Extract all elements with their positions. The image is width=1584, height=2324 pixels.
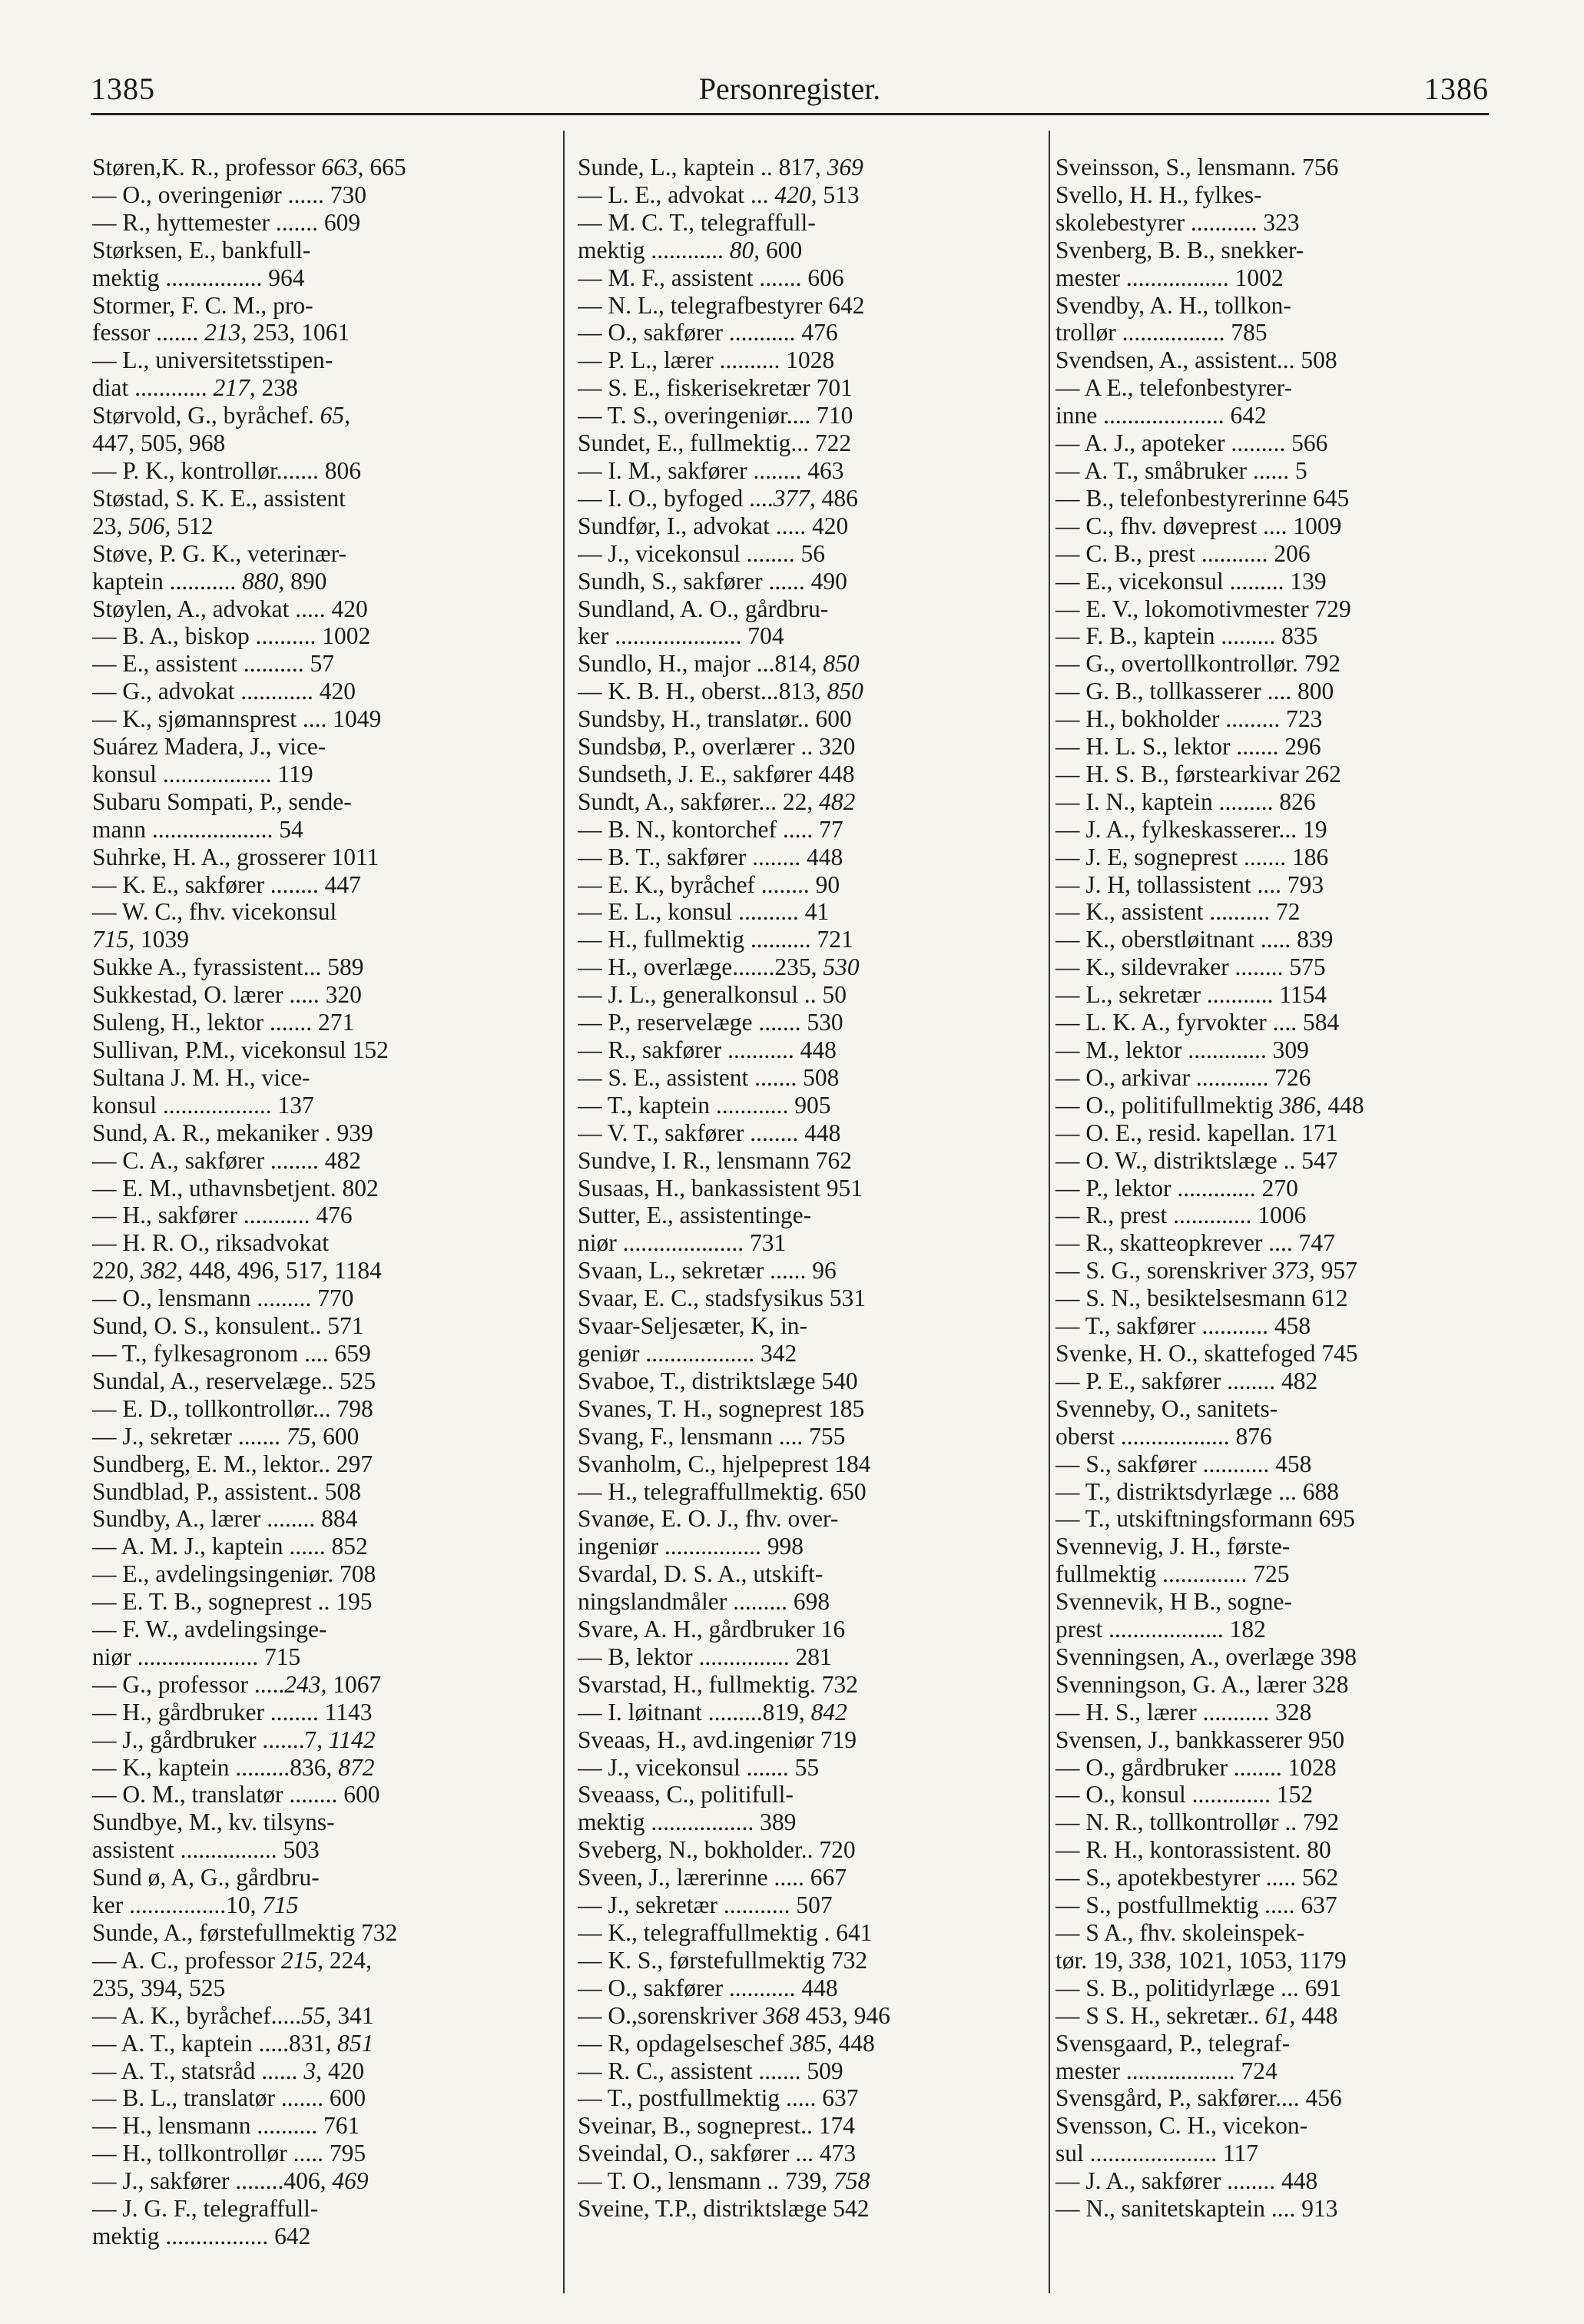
register-entry: Sveaas, H., avd.ingeniør 719 <box>578 1726 857 1753</box>
register-entry: Støve, P. G. K., veterinær- <box>92 539 346 567</box>
register-entry: — G., professor .....243, 1067 <box>92 1670 382 1698</box>
register-entry: — O., politifullmektig 386, 448 <box>1055 1091 1364 1119</box>
register-entry: 220, 382, 448, 496, 517, 1184 <box>92 1257 382 1285</box>
register-entry: Svensson, C. H., vicekon- <box>1055 2112 1308 2140</box>
register-entry: Svanes, T. H., sogneprest 185 <box>578 1394 865 1422</box>
register-entry: — R., sakfører ........... 448 <box>578 1036 837 1063</box>
register-entry: — O., overingeniør ...... 730 <box>92 181 366 208</box>
register-entry: — E. V., lokomotivmester 729 <box>1055 595 1351 622</box>
register-entry: Sundblad, P., assistent.. 508 <box>92 1477 362 1505</box>
register-entry: — J. A., sakfører ........ 448 <box>1055 2167 1318 2195</box>
register-entry: — A. K., byråchef.....55, 341 <box>92 2001 374 2029</box>
register-entry: — I. løitnant .........819, 842 <box>578 1698 847 1726</box>
register-entry: Sveinsson, S., lensmann. 756 <box>1055 154 1339 181</box>
register-entry: — T., sakfører ........... 458 <box>1055 1312 1311 1340</box>
register-entry: — E. K., byråchef ........ 90 <box>578 870 840 898</box>
register-entry: Sundt, A., sakfører... 22, 482 <box>578 787 856 815</box>
register-entry: — G., overtollkontrollør. 792 <box>1055 650 1340 678</box>
register-entry: Svare, A. H., gårdbruker 16 <box>578 1616 846 1643</box>
register-entry: — B, lektor ............... 281 <box>578 1643 832 1670</box>
register-entry: Svaar, E. C., stadsfysikus 531 <box>578 1285 866 1312</box>
register-entry: 235, 394, 525 <box>92 1974 226 2001</box>
register-entry: oberst .................. 876 <box>1055 1422 1272 1450</box>
register-entry: Sundsby, H., translatør.. 600 <box>578 705 852 733</box>
register-entry: — L., sekretær ........... 1154 <box>1055 981 1327 1009</box>
register-entry: — B. A., biskop .......... 1002 <box>92 622 371 650</box>
register-entry: Svensen, J., bankkasserer 950 <box>1055 1726 1345 1753</box>
register-entry: — O., sakfører ........... 476 <box>578 319 838 346</box>
register-column-3 <box>1055 154 1501 2223</box>
column-divider-left <box>563 131 565 2293</box>
register-entry: — K., sildevraker ........ 575 <box>1055 953 1326 981</box>
register-entry: — S., sakfører ........... 458 <box>1055 1450 1312 1477</box>
register-entry: — H., gårdbruker ........ 1143 <box>92 1698 373 1726</box>
register-entry: 23, 506, 512 <box>92 512 214 539</box>
register-entry: — E. T. B., sogneprest .. 195 <box>92 1588 373 1616</box>
register-entry: — S., postfullmektig ..... 637 <box>1055 1891 1337 1919</box>
register-entry: — G., advokat ............ 420 <box>92 678 356 705</box>
register-entry: — N. R., tollkontrollør .. 792 <box>1055 1808 1340 1836</box>
register-entry: — O. M., translatør ........ 600 <box>92 1781 380 1808</box>
register-entry: — J. G. F., telegraffull- <box>92 2195 319 2223</box>
register-entry: — S A., fhv. skoleinspek- <box>1055 1919 1305 1946</box>
register-entry: — H., sakfører ........... 476 <box>92 1202 353 1229</box>
register-entry: — K., telegraffullmektig . 641 <box>578 1919 873 1946</box>
register-entry: — T. O., lensmann .. 739, 758 <box>578 2167 870 2195</box>
register-entry: Svensgård, P., sakfører.... 456 <box>1055 2084 1342 2112</box>
register-entry: Støstad, S. K. E., assistent <box>92 484 346 512</box>
register-entry: — C., fhv. døveprest .... 1009 <box>1055 512 1342 539</box>
register-entry: Suhrke, H. A., grosserer 1011 <box>92 843 379 870</box>
register-entry: mektig ................ 964 <box>92 264 305 291</box>
register-entry: diat ............ 217, 238 <box>92 374 298 402</box>
register-entry: Svendsen, A., assistent... 508 <box>1055 346 1337 374</box>
register-entry: — K., kaptein .........836, 872 <box>92 1753 375 1781</box>
register-entry: konsul .................. 119 <box>92 760 313 787</box>
register-entry: Sveberg, N., bokholder.. 720 <box>578 1836 856 1864</box>
register-entry: Svenberg, B. B., snekker- <box>1055 236 1304 264</box>
register-entry: — K. B. H., oberst...813, 850 <box>578 678 863 705</box>
register-entry: Sundberg, E. M., lektor.. 297 <box>92 1450 373 1477</box>
register-entry: — B. T., sakfører ........ 448 <box>578 843 843 870</box>
register-entry: Subaru Sompati, P., sende- <box>92 787 352 815</box>
register-entry: Svarstad, H., fullmektig. 732 <box>578 1670 858 1698</box>
register-entry: — T. S., overingeniør.... 710 <box>578 402 853 429</box>
register-entry: 447, 505, 968 <box>92 429 226 457</box>
register-entry: — P., lektor ............. 270 <box>1055 1174 1298 1202</box>
register-entry: Svardal, D. S. A., utskift- <box>578 1560 823 1588</box>
register-entry: Støren,K. R., professor 663, 665 <box>92 154 406 181</box>
register-entry: — R., skatteopkrever .... 747 <box>1055 1229 1335 1257</box>
register-entry: trollør ................. 785 <box>1055 319 1268 346</box>
register-entry: Sundet, E., fullmektig... 722 <box>578 429 852 457</box>
register-entry: Svensgaard, P., telegraf- <box>1055 2029 1291 2057</box>
register-entry: — L. E., advokat ... 420, 513 <box>578 181 860 208</box>
register-entry: — B. N., kontorchef ..... 77 <box>578 815 843 843</box>
register-entry: Sutter, E., assistentinge- <box>578 1202 812 1229</box>
register-entry: — R., prest ............. 1006 <box>1055 1202 1307 1229</box>
register-entry: — P. L., lærer .......... 1028 <box>578 346 835 374</box>
register-entry: — J., vicekonsul ....... 55 <box>578 1753 820 1781</box>
register-entry: — O. E., resid. kapellan. 171 <box>1055 1119 1338 1146</box>
register-entry: — N., sanitetskaptein .... 913 <box>1055 2195 1338 2223</box>
register-entry: fullmektig .............. 725 <box>1055 1560 1290 1588</box>
register-entry: 715, 1039 <box>92 926 189 953</box>
register-entry: Sveen, J., lærerinne ..... 667 <box>578 1864 847 1891</box>
register-entry: Sundh, S., sakfører ...... 490 <box>578 567 847 595</box>
register-entry: Sundland, A. O., gårdbru- <box>578 595 829 622</box>
register-entry: Sveindal, O., sakfører ... 473 <box>578 2140 857 2167</box>
page-title: Personregister. <box>698 71 881 106</box>
register-entry: Størvold, G., byråchef. 65, <box>92 402 350 429</box>
register-entry: — O., arkivar ............ 726 <box>1055 1063 1311 1091</box>
register-entry: — S S. H., sekretær.. 61, 448 <box>1055 2001 1338 2029</box>
register-entry: Størksen, E., bankfull- <box>92 236 311 264</box>
register-entry: assistent ................ 503 <box>92 1836 320 1864</box>
register-entry: Støylen, A., advokat ..... 420 <box>92 595 368 622</box>
register-entry: — O., lensmann ......... 770 <box>92 1285 354 1312</box>
register-entry: inne .................... 642 <box>1055 402 1267 429</box>
register-entry: — A. T., småbruker ...... 5 <box>1055 456 1307 484</box>
register-entry: — E. M., uthavnsbetjent. 802 <box>92 1174 379 1202</box>
register-entry: tør. 19, 338, 1021, 1053, 1179 <box>1055 1946 1347 1974</box>
register-entry: — H., overlæge.......235, 530 <box>578 953 860 981</box>
register-entry: sul ..................... 117 <box>1055 2140 1258 2167</box>
register-column-1 <box>92 154 538 2250</box>
register-entry: — O., sakfører ........... 448 <box>578 1974 838 2001</box>
register-entry: — F. B., kaptein ......... 835 <box>1055 622 1318 650</box>
register-entry: — E., avdelingsingeniør. 708 <box>92 1560 376 1588</box>
register-entry: — T., utskiftningsformann 695 <box>1055 1505 1355 1533</box>
register-entry: — C. A., sakfører ........ 482 <box>92 1146 361 1174</box>
register-entry: — T., kaptein ............ 905 <box>578 1091 831 1119</box>
register-entry: — S., apotekbestyrer ..... 562 <box>1055 1864 1339 1891</box>
register-entry: Suleng, H., lektor ....... 271 <box>92 1009 355 1036</box>
register-entry: Sunde, L., kaptein .. 817, 369 <box>578 154 863 181</box>
register-entry: Svaboe, T., distriktslæge 540 <box>578 1367 858 1394</box>
register-entry: Sveaass, C., politifull- <box>578 1781 794 1808</box>
register-entry: — E., vicekonsul ......... 139 <box>1055 567 1327 595</box>
register-entry: — A. C., professor 215, 224, <box>92 1946 372 1974</box>
register-entry: — A. M. J., kaptein ...... 852 <box>92 1533 368 1560</box>
register-entry: — I. O., byfoged ....377, 486 <box>578 484 858 512</box>
register-entry: ker ..................... 704 <box>578 622 784 650</box>
register-entry: — P. K., kontrollør....... 806 <box>92 456 362 484</box>
register-entry: — J., gårdbruker .......7, 1142 <box>92 1726 376 1753</box>
register-entry: — M. C. T., telegraffull- <box>578 208 816 236</box>
register-entry: fessor ....... 213, 253, 1061 <box>92 319 350 346</box>
register-entry: — M., lektor ............. 309 <box>1055 1036 1309 1063</box>
register-entry: niør .................... 731 <box>578 1229 787 1257</box>
page-header <box>91 55 1489 109</box>
page-number-right: 1386 <box>1424 71 1489 106</box>
register-entry: — K., sjømannsprest .... 1049 <box>92 705 382 733</box>
register-entry: — H., lensmann .......... 761 <box>92 2112 360 2140</box>
register-entry: — O. W., distriktslæge .. 547 <box>1055 1146 1338 1174</box>
register-entry: Stormer, F. C. M., pro- <box>92 291 313 319</box>
register-entry: Svennevik, H B., sogne- <box>1055 1588 1292 1616</box>
register-entry: prest ................... 182 <box>1055 1616 1266 1643</box>
register-entry: — S. G., sorenskriver 373, 957 <box>1055 1257 1357 1285</box>
register-entry: — E., assistent .......... 57 <box>92 650 334 678</box>
register-entry: Sullivan, P.M., vicekonsul 152 <box>92 1036 389 1063</box>
register-entry: — O., konsul ............. 152 <box>1055 1781 1314 1808</box>
register-entry: Svenneby, O., sanitets- <box>1055 1394 1278 1422</box>
register-entry: Susaas, H., bankassistent 951 <box>578 1174 863 1202</box>
register-entry: Sultana J. M. H., vice- <box>92 1063 310 1091</box>
register-entry: — R. H., kontorassistent. 80 <box>1055 1836 1331 1864</box>
register-entry: — A E., telefonbestyrer- <box>1055 374 1293 402</box>
register-entry: skolebestyrer ........... 323 <box>1055 208 1300 236</box>
register-entry: Svenningson, G. A., lærer 328 <box>1055 1670 1349 1698</box>
register-column-2 <box>578 154 1023 2223</box>
register-entry: kaptein ........... 880, 890 <box>92 567 327 595</box>
register-entry: — S. B., politidyrlæge ... 691 <box>1055 1974 1341 2001</box>
register-entry: Sundsbø, P., overlærer .. 320 <box>578 733 856 761</box>
register-entry: — H., telegraffullmektig. 650 <box>578 1477 867 1505</box>
register-entry: Sundlo, H., major ...814, 850 <box>578 650 860 678</box>
register-entry: ingeniør ................ 998 <box>578 1533 804 1560</box>
register-entry: Sundby, A., lærer ........ 884 <box>92 1505 358 1533</box>
register-entry: mester .................. 724 <box>1055 2057 1277 2084</box>
register-entry: — J. A., fylkeskasserer... 19 <box>1055 815 1327 843</box>
register-entry: Svaan, L., sekretær ...... 96 <box>578 1257 837 1285</box>
register-entry: Suárez Madera, J., vice- <box>92 733 326 761</box>
register-entry: mektig ............ 80, 600 <box>578 236 803 264</box>
register-entry: — E. D., tollkontrollør... 798 <box>92 1394 373 1422</box>
register-entry: — J., sakfører ........406, 469 <box>92 2167 369 2195</box>
register-entry: — R., hyttemester ....... 609 <box>92 208 361 236</box>
register-entry: Svang, F., lensmann .... 755 <box>578 1422 846 1450</box>
register-entry: — J. E, sogneprest ....... 186 <box>1055 843 1329 870</box>
register-entry: — A. J., apoteker ......... 566 <box>1055 429 1328 457</box>
register-entry: — K., assistent .......... 72 <box>1055 898 1301 926</box>
register-entry: — A. T., statsråd ...... 3, 420 <box>92 2057 365 2084</box>
register-entry: mann .................... 54 <box>92 815 303 843</box>
register-entry: — A. T., kaptein .....831, 851 <box>92 2029 374 2057</box>
register-entry: — T., fylkesagronom .... 659 <box>92 1339 371 1367</box>
register-entry: — L., universitetsstipen- <box>92 346 333 374</box>
register-entry: — T., postfullmektig ..... 637 <box>578 2084 859 2112</box>
column-divider-right <box>1049 131 1050 2293</box>
register-entry: — B., telefonbestyrerinne 645 <box>1055 484 1350 512</box>
register-entry: — S. E., fiskerisekretær 701 <box>578 374 853 402</box>
register-entry: — V. T., sakfører ........ 448 <box>578 1119 841 1146</box>
register-entry: — E. L., konsul .......... 41 <box>578 898 830 926</box>
register-entry: — O., gårdbruker ........ 1028 <box>1055 1753 1337 1781</box>
register-entry: — H., fullmektig .......... 721 <box>578 926 853 953</box>
register-entry: mektig ................. 389 <box>578 1808 797 1836</box>
register-entry: Svanøe, E. O. J., fhv. over- <box>578 1505 839 1533</box>
register-entry: Sund, A. R., mekaniker . 939 <box>92 1119 373 1146</box>
register-entry: — F. W., avdelingsinge- <box>92 1616 327 1643</box>
register-entry: Svenke, H. O., skattefoged 745 <box>1055 1339 1358 1367</box>
register-entry: — H. R. O., riksadvokat <box>92 1229 329 1257</box>
register-entry: — O.,sorenskriver 368 453, 946 <box>578 2001 890 2029</box>
register-entry: Svaar-Seljesæter, K, in- <box>578 1312 808 1340</box>
register-entry: — L. K. A., fyrvokter .... 584 <box>1055 1009 1340 1036</box>
register-entry: Sveine, T.P., distriktslæge 542 <box>578 2195 870 2223</box>
register-entry: Svello, H. H., fylkes- <box>1055 181 1262 208</box>
register-entry: mektig ................. 642 <box>92 2222 311 2249</box>
register-entry: Sundbye, M., kv. tilsyns- <box>92 1808 335 1836</box>
register-entry: — R. C., assistent ....... 509 <box>578 2057 843 2084</box>
register-entry: Svenningsen, A., overlæge 398 <box>1055 1643 1357 1670</box>
register-entry: geniør .................. 342 <box>578 1339 797 1367</box>
register-entry: — K. S., førstefullmektig 732 <box>578 1946 868 1974</box>
register-entry: — N. L., telegrafbestyrer 642 <box>578 291 865 319</box>
register-entry: Sundseth, J. E., sakfører 448 <box>578 760 855 787</box>
register-entry: mester ................. 1002 <box>1055 264 1284 291</box>
register-entry: — M. F., assistent ....... 606 <box>578 264 844 291</box>
header-rule <box>91 113 1489 115</box>
register-entry: — H. L. S., lektor ....... 296 <box>1055 733 1321 761</box>
page-number-left: 1385 <box>91 71 155 106</box>
register-entry: — W. C., fhv. vicekonsul <box>92 898 337 926</box>
register-entry: — H. S., lærer ........... 328 <box>1055 1698 1312 1726</box>
register-entry: Sukke A., fyrassistent... 589 <box>92 953 364 981</box>
register-entry: Svendby, A. H., tollkon- <box>1055 291 1291 319</box>
register-entry: — H., bokholder ......... 723 <box>1055 705 1323 733</box>
register-entry: Sund ø, A, G., gårdbru- <box>92 1864 320 1891</box>
register-entry: — C. B., prest ........... 206 <box>1055 539 1311 567</box>
register-entry: — K. E., sakfører ........ 447 <box>92 870 361 898</box>
register-entry: — J. L., generalkonsul .. 50 <box>578 981 847 1009</box>
register-entry: — J., sekretær ........... 507 <box>578 1891 833 1919</box>
register-entry: — S. N., besiktelsesmann 612 <box>1055 1285 1348 1312</box>
register-entry: Sukkestad, O. lærer ..... 320 <box>92 981 362 1009</box>
register-entry: Sund, O. S., konsulent.. 571 <box>92 1312 364 1340</box>
register-entry: — P., reservelæge ....... 530 <box>578 1009 843 1036</box>
register-entry: — I. N., kaptein ......... 826 <box>1055 787 1316 815</box>
register-entry: — H. S. B., førstearkivar 262 <box>1055 760 1341 787</box>
register-entry: — B. L., translatør ....... 600 <box>92 2084 366 2112</box>
register-entry: Sundal, A., reservelæge.. 525 <box>92 1367 376 1394</box>
register-entry: ningslandmåler ......... 698 <box>578 1588 830 1616</box>
register-entry: — S. E., assistent ....... 508 <box>578 1063 840 1091</box>
register-entry: Svanholm, C., hjelpeprest 184 <box>578 1450 871 1477</box>
register-entry: — J., sekretær ....... 75, 600 <box>92 1422 360 1450</box>
register-entry: — H., tollkontrollør ..... 795 <box>92 2140 366 2167</box>
register-entry: — J., vicekonsul ........ 56 <box>578 539 825 567</box>
register-entry: — T., distriktsdyrlæge ... 688 <box>1055 1477 1339 1505</box>
register-entry: — J. H, tollassistent .... 793 <box>1055 870 1324 898</box>
register-entry: ker ................10, 715 <box>92 1891 299 1919</box>
register-entry: — K., oberstløitnant ..... 839 <box>1055 926 1334 953</box>
register-entry: — G. B., tollkasserer .... 800 <box>1055 678 1334 705</box>
register-entry: Sundfør, I., advokat ..... 420 <box>578 512 849 539</box>
register-entry: — I. M., sakfører ........ 463 <box>578 456 844 484</box>
register-entry: niør .................... 715 <box>92 1643 301 1670</box>
register-entry: — R, opdagelseschef 385, 448 <box>578 2029 875 2057</box>
register-entry: Sunde, A., førstefullmektig 732 <box>92 1919 398 1946</box>
register-entry: konsul .................. 137 <box>92 1091 314 1119</box>
register-entry: Sveinar, B., sogneprest.. 174 <box>578 2112 855 2140</box>
register-entry: Sundve, I. R., lensmann 762 <box>578 1146 852 1174</box>
register-entry: Svennevig, J. H., første- <box>1055 1533 1291 1560</box>
register-entry: — P. E., sakfører ........ 482 <box>1055 1367 1318 1394</box>
